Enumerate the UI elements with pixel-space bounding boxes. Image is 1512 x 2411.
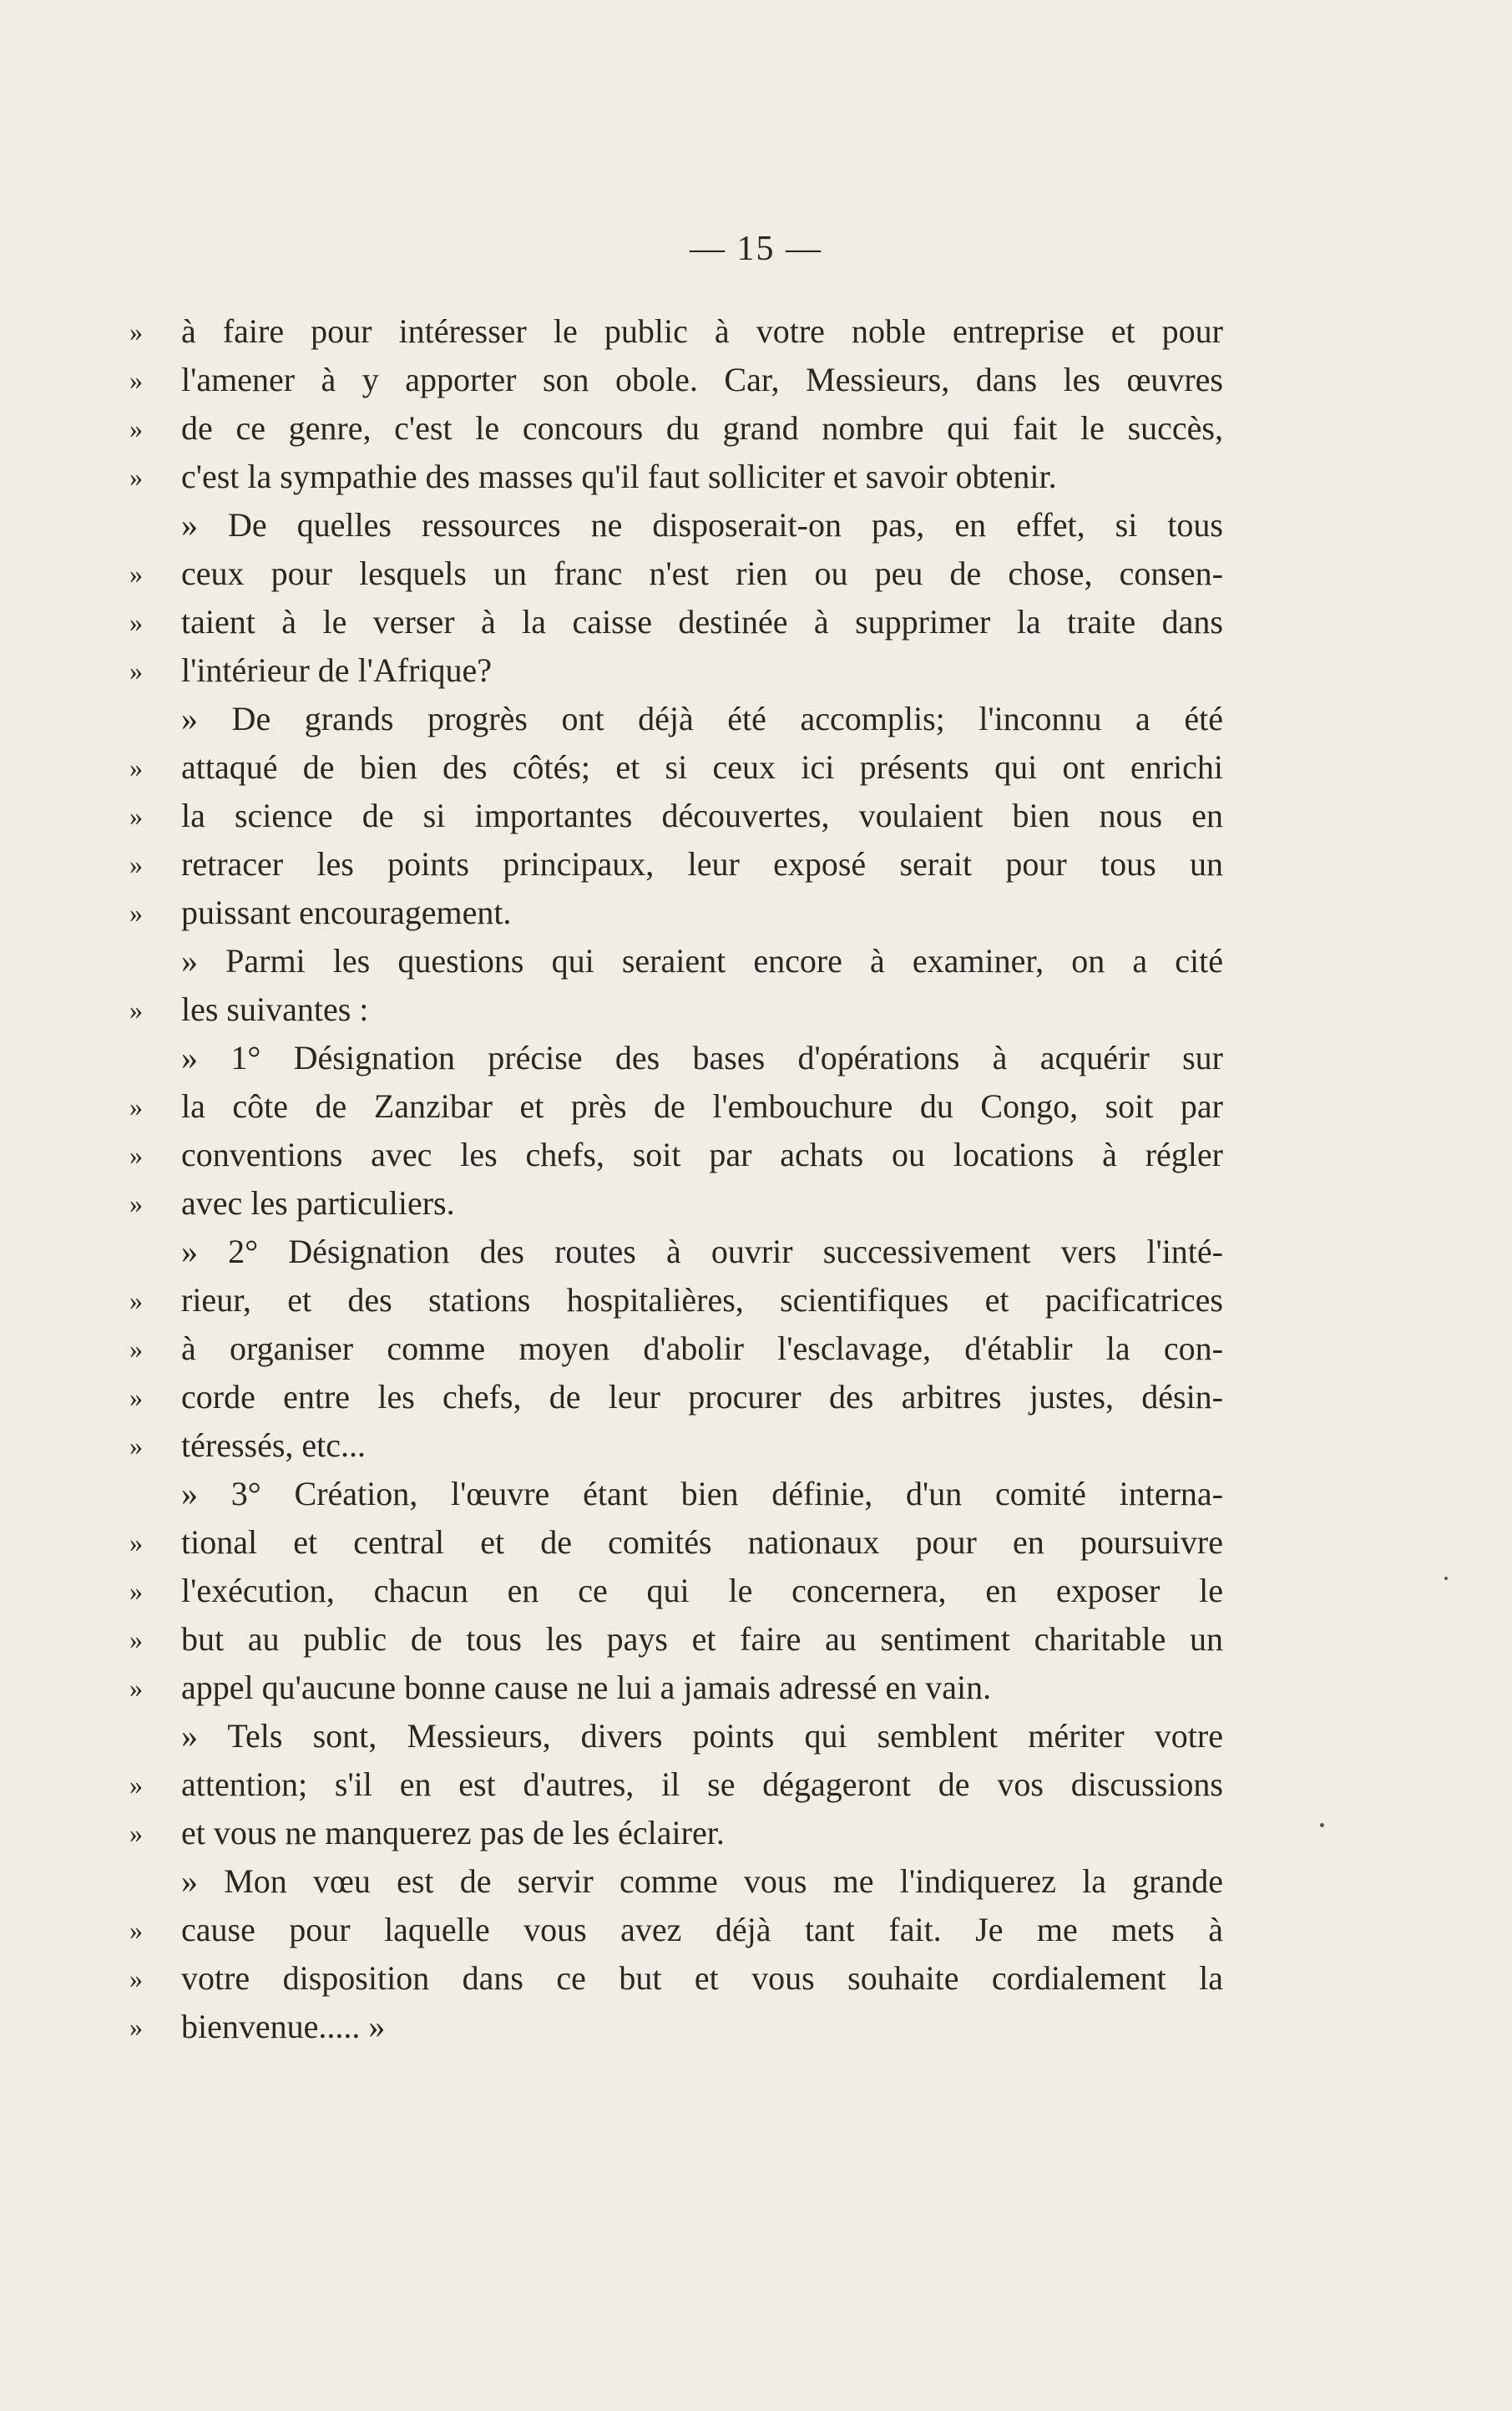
text-line [129, 1131, 1223, 1179]
line-text: rieur, et des stations hospitalières, scientifiques et pacificatrices [181, 1281, 1223, 1319]
line-text: but au public de tous les pays et faire au sentiment charitable un [181, 1620, 1223, 1658]
quote-mark: » [129, 849, 143, 879]
line-text: taient à le verser à la caisse destinée à supprimer la traite dans [181, 603, 1223, 641]
text-line [129, 1228, 1223, 1276]
text-line [129, 307, 1223, 356]
text-line [129, 889, 1223, 937]
line-text: l'intérieur de l'Afrique? [181, 651, 493, 689]
line-text: à organiser comme moyen d'abolir l'esclavage, d'établir la con- [181, 1330, 1223, 1367]
quote-mark: » [129, 365, 143, 395]
quote-mark: » [129, 1624, 143, 1654]
line-text: » 3° Création, l'œuvre étant bien définie, d'un comité interna- [181, 1475, 1223, 1512]
quote-mark: » [129, 2012, 143, 2042]
quote-mark: » [129, 1285, 143, 1315]
ink-speck [1444, 1577, 1448, 1580]
line-text: » Parmi les questions qui seraient encore à examiner, on a cité [181, 942, 1223, 980]
line-text: de ce genre, c'est le concours du grand nombre qui fait le succès, [181, 409, 1223, 447]
text-line [129, 1664, 1223, 1712]
text-line [129, 840, 1223, 889]
quote-mark: » [129, 1092, 143, 1122]
line-text: téressés, etc... [181, 1426, 367, 1464]
line-text: puissant encouragement. [181, 894, 512, 931]
quote-mark: » [129, 1963, 143, 1993]
text-line [129, 1760, 1223, 1809]
line-text: les suivantes : [181, 990, 369, 1028]
line-text: et vous ne manquerez pas de les éclairer. [181, 1814, 725, 1851]
page-number: — 15 — [690, 230, 822, 268]
text-line [129, 550, 1223, 598]
text-line [129, 985, 1223, 1034]
text-line [129, 743, 1223, 792]
text-line [129, 1179, 1223, 1228]
text-line [129, 1421, 1223, 1470]
quote-mark: » [129, 898, 143, 928]
quote-mark: » [129, 1140, 143, 1170]
text-line [129, 1712, 1223, 1760]
text-line [129, 2003, 1223, 2051]
text-line [129, 937, 1223, 985]
body-text [129, 307, 1223, 2051]
text-line [129, 1518, 1223, 1567]
text-line [129, 695, 1223, 743]
line-text: c'est la sympathie des masses qu'il faut solliciter et savoir obtenir. [181, 458, 1057, 495]
quote-mark: » [129, 1915, 143, 1945]
text-line [129, 1034, 1223, 1082]
line-text: bienvenue..... » [181, 2008, 386, 2045]
line-text: la science de si importantes découvertes, voulaient bien nous en [181, 797, 1223, 834]
line-text: » De grands progrès ont déjà été accomplis; l'inconnu a été [181, 700, 1223, 737]
text-line [129, 1954, 1223, 2003]
line-text: à faire pour intéresser le public à votre noble entreprise et pour [181, 312, 1223, 350]
quote-mark: » [129, 995, 143, 1025]
text-line [129, 1615, 1223, 1664]
text-line [129, 646, 1223, 695]
line-text: l'amener à y apporter son obole. Car, Messieurs, dans les œuvres [181, 361, 1223, 398]
line-text: » 1° Désignation précise des bases d'opérations à acquérir sur [181, 1039, 1223, 1076]
line-text: » De quelles ressources ne disposerait-on pas, en effet, si tous [181, 506, 1223, 544]
line-text: votre disposition dans ce but et vous souhaite cordialement la [181, 1959, 1223, 1997]
quote-mark: » [129, 607, 143, 637]
text-line [129, 1276, 1223, 1325]
quote-mark: » [129, 1818, 143, 1848]
quote-mark: » [129, 1431, 143, 1461]
line-text: » Tels sont, Messieurs, divers points qui semblent mériter votre [181, 1717, 1223, 1755]
ink-speck [1320, 1823, 1324, 1827]
text-line [129, 1809, 1223, 1857]
line-text: retracer les points principaux, leur exposé serait pour tous un [181, 845, 1223, 883]
line-text: ceux pour lesquels un franc n'est rien ou peu de chose, consen- [181, 555, 1223, 592]
text-line [129, 1567, 1223, 1615]
text-line [129, 501, 1223, 550]
line-text: cause pour laquelle vous avez déjà tant fait. Je me mets à [181, 1911, 1223, 1948]
quote-mark: » [129, 1770, 143, 1800]
text-line [129, 356, 1223, 404]
quote-mark: » [129, 1673, 143, 1703]
quote-mark: » [129, 752, 143, 783]
quote-mark: » [129, 1527, 143, 1558]
line-text: » Mon vœu est de servir comme vous me l'indiquerez la grande [181, 1862, 1223, 1900]
text-line [129, 1325, 1223, 1373]
line-text: attention; s'il en est d'autres, il se dégageront de vos discussions [181, 1765, 1223, 1803]
quote-mark: » [129, 656, 143, 686]
line-text: » 2° Désignation des routes à ouvrir successivement vers l'inté- [181, 1233, 1223, 1270]
text-line [129, 1470, 1223, 1518]
text-line [129, 598, 1223, 646]
quote-mark: » [129, 559, 143, 589]
text-line [129, 453, 1223, 501]
line-text: avec les particuliers. [181, 1184, 455, 1222]
line-text: appel qu'aucune bonne cause ne lui a jamais adressé en vain. [181, 1669, 992, 1706]
line-text: l'exécution, chacun en ce qui le concernera, en exposer le [181, 1572, 1223, 1609]
quote-mark: » [129, 462, 143, 492]
text-line [129, 1373, 1223, 1421]
quote-mark: » [129, 801, 143, 831]
line-text: conventions avec les chefs, soit par achats ou locations à régler [181, 1136, 1223, 1173]
line-text: attaqué de bien des côtés; et si ceux ici présents qui ont enrichi [181, 748, 1223, 786]
quote-mark: » [129, 413, 143, 443]
text-line [129, 404, 1223, 453]
quote-mark: » [129, 317, 143, 347]
quote-mark: » [129, 1188, 143, 1218]
line-text: la côte de Zanzibar et près de l'embouchure du Congo, soit par [181, 1087, 1223, 1125]
text-line [129, 1857, 1223, 1906]
text-line [129, 1906, 1223, 1954]
line-text: corde entre les chefs, de leur procurer des arbitres justes, désin- [181, 1378, 1223, 1416]
text-line [129, 1082, 1223, 1131]
quote-mark: » [129, 1334, 143, 1364]
text-line [129, 792, 1223, 840]
line-text: tional et central et de comités nationaux pour en poursuivre [181, 1523, 1223, 1561]
quote-mark: » [129, 1382, 143, 1412]
quote-mark: » [129, 1576, 143, 1606]
